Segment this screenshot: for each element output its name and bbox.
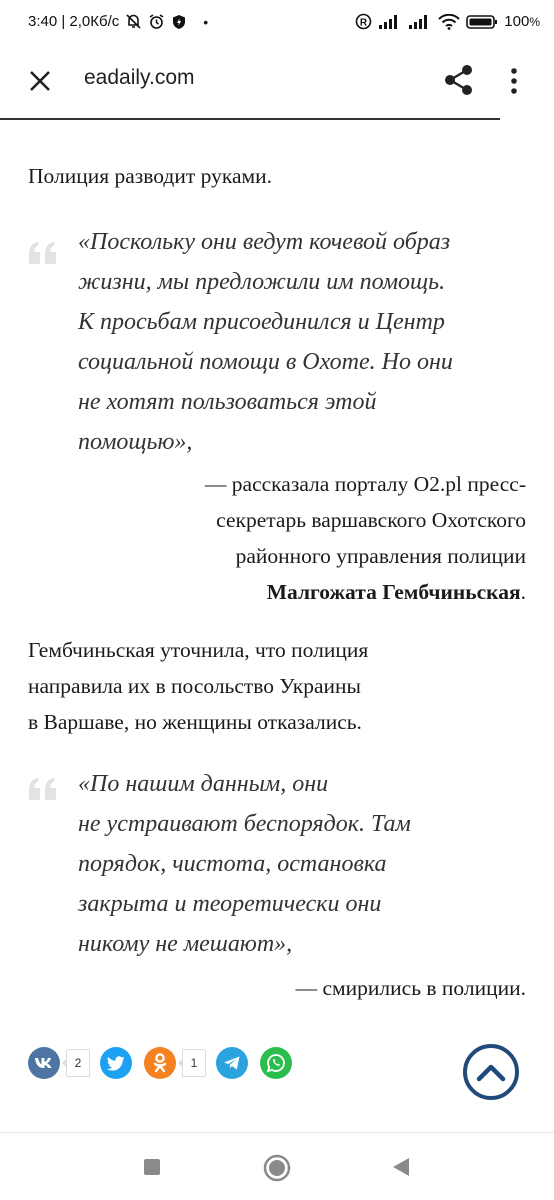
battery-icon [466, 14, 498, 30]
quote-line: жизни, мы предложили им помощь. [78, 269, 446, 295]
twitter-share-button[interactable] [100, 1047, 132, 1079]
quote-attribution-2: — смирились в полиции. [295, 976, 526, 1000]
quote-mark-icon [27, 776, 59, 802]
paragraph-line: направила их в посольство Украины [28, 674, 361, 698]
dot-icon: • [203, 13, 209, 30]
vk-share-button[interactable] [28, 1047, 60, 1079]
registered-icon [355, 13, 372, 30]
quote-attribution-1 [126, 466, 526, 610]
article-paragraph: Полиция разводит руками. [28, 164, 273, 188]
share-buttons [28, 1045, 292, 1081]
quote-line: никому не мешают», [78, 931, 293, 957]
quote-line: порядок, чистота, остановка [78, 851, 387, 877]
quote-line: не хотят пользоваться этой [78, 389, 377, 415]
whatsapp-share-button[interactable] [260, 1047, 292, 1079]
blockquote-2 [78, 764, 528, 964]
browser-toolbar [0, 48, 554, 114]
quote-line: «По нашим данным, они [78, 771, 329, 797]
svg-text:R: R [360, 17, 368, 29]
quote-line: «Поскольку они ведут кочевой образ [78, 229, 451, 255]
notifications-off-icon [125, 13, 142, 30]
telegram-icon [223, 1055, 241, 1071]
close-icon [24, 65, 56, 97]
system-navigation-bar [0, 1133, 554, 1200]
attribution-line: секретарь варшавского Охотского [216, 508, 526, 532]
share-button[interactable] [442, 63, 476, 97]
battery-percent: 100% [504, 13, 540, 30]
wifi-icon [438, 14, 460, 30]
paragraph-line: в Варшаве, но женщины отказались. [28, 710, 362, 734]
attribution-name-line: Малгожата Гембчиньская. [266, 580, 526, 604]
quote-line: К просьбам присоединился и Центр [78, 309, 445, 335]
odnoklassniki-icon [153, 1053, 167, 1073]
chevron-up-icon [476, 1062, 506, 1082]
close-button[interactable] [24, 65, 56, 97]
signal-icon [378, 14, 402, 30]
url-text[interactable]: eadaily.com [84, 66, 195, 89]
shield-icon [171, 14, 187, 30]
attribution-line: районного управления полиции [235, 544, 526, 568]
vk-share-count: 2 [66, 1049, 90, 1077]
status-right [355, 13, 540, 30]
paragraph-line: Гембчиньская уточнила, что полиция [28, 638, 369, 662]
alarm-icon [148, 13, 165, 30]
vk-icon [34, 1057, 54, 1069]
back-button[interactable] [391, 1156, 411, 1178]
quote-mark-icon [27, 240, 59, 266]
signal-icon-2 [408, 14, 432, 30]
scroll-to-top-button[interactable] [463, 1044, 519, 1100]
attribution-name: Малгожата Гембчиньская [266, 580, 521, 604]
quote-line: не устраивают беспорядок. Там [78, 811, 411, 837]
quote-line: социальной помощи в Охоте. Но они [78, 349, 453, 375]
status-left [28, 13, 208, 30]
more-options-button[interactable] [502, 65, 526, 97]
recent-apps-button[interactable] [143, 1158, 161, 1176]
quote-line: помощью», [78, 429, 193, 455]
page-progress-line [0, 118, 500, 120]
ok-share-count: 1 [182, 1049, 206, 1077]
blockquote-1 [78, 222, 528, 462]
attribution-line: — рассказала порталу O2.pl пресс- [204, 472, 526, 496]
status-bar [0, 0, 554, 48]
telegram-share-button[interactable] [216, 1047, 248, 1079]
article-paragraph-2 [28, 632, 528, 740]
more-vert-icon [502, 65, 526, 97]
whatsapp-icon [266, 1053, 286, 1073]
quote-line: закрыта и теоретически они [78, 891, 382, 917]
twitter-icon [107, 1056, 125, 1071]
share-icon [442, 63, 476, 97]
odnoklassniki-share-button[interactable] [144, 1047, 176, 1079]
time-and-speed: 3:40 | 2,0Кб/с [28, 13, 120, 30]
home-button[interactable] [263, 1154, 291, 1182]
